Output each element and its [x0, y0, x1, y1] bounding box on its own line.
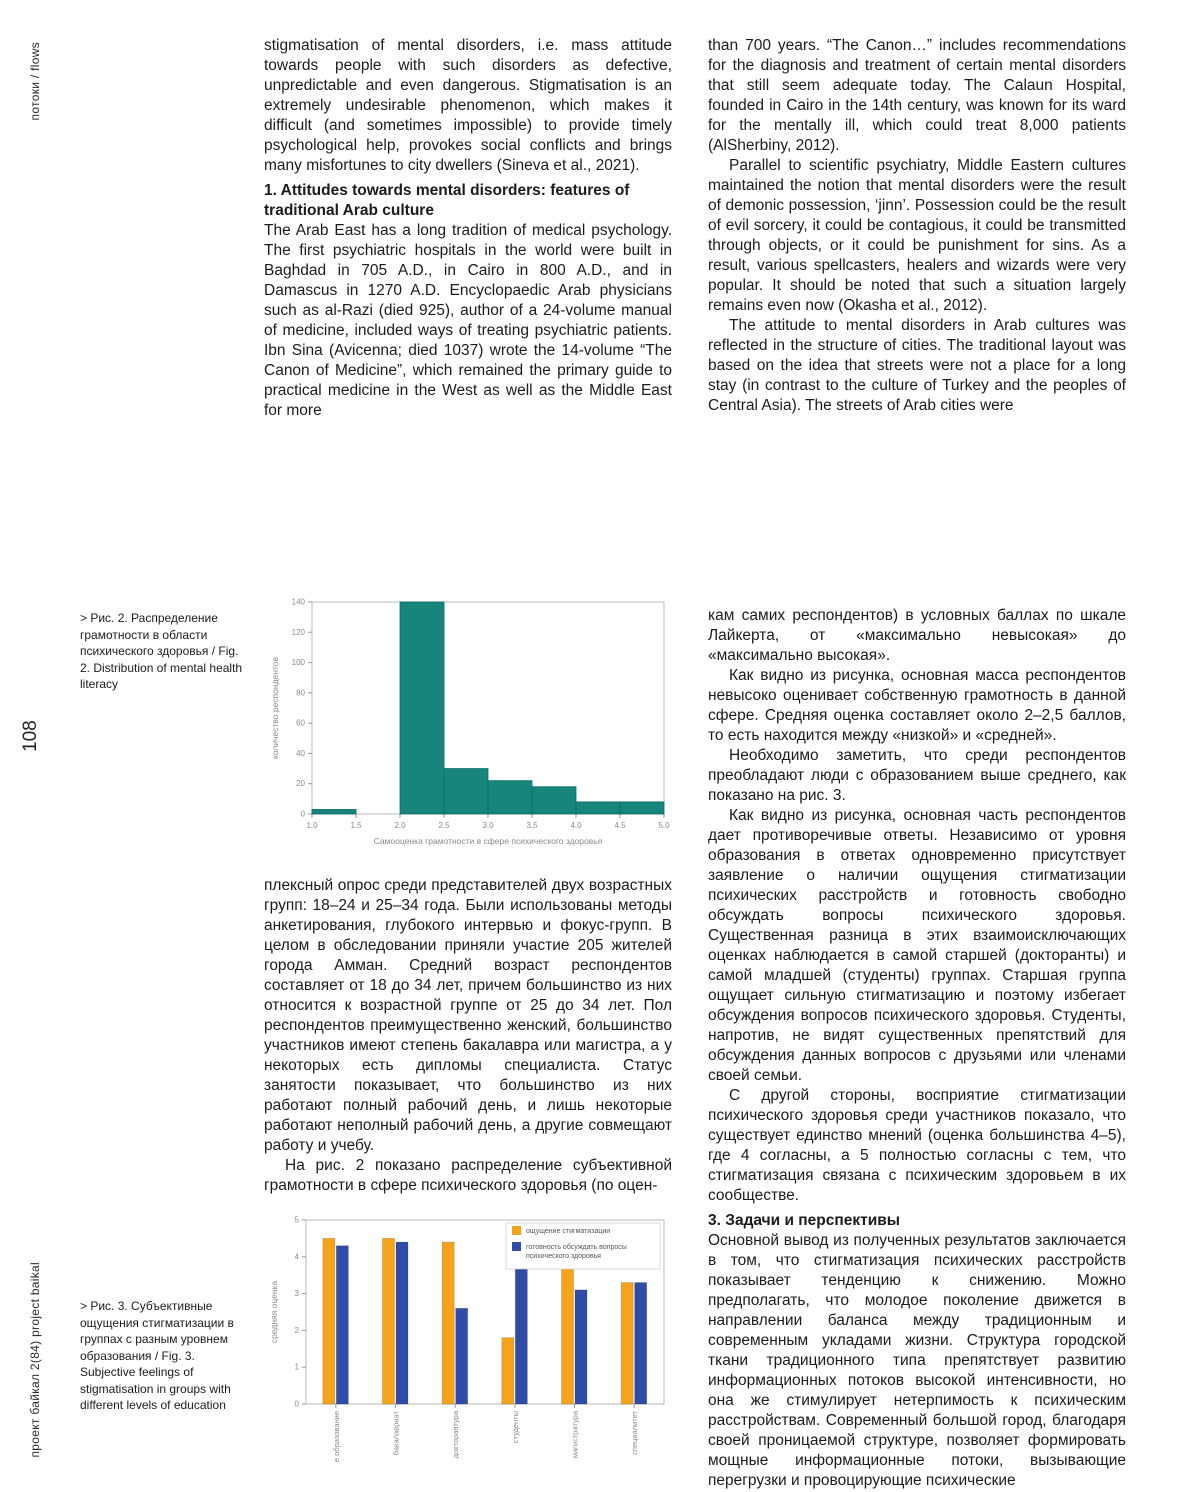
- svg-text:1: 1: [294, 1362, 299, 1372]
- svg-text:3.5: 3.5: [526, 821, 538, 830]
- margin-flows-label: потоки / flows: [28, 42, 42, 121]
- svg-text:0: 0: [294, 1399, 299, 1409]
- svg-text:студенты: студенты: [510, 1411, 520, 1444]
- svg-text:60: 60: [296, 718, 305, 728]
- paragraph: The attitude to mental disorders in Arab cultures was reflected in the structure of cities. The traditional layout was based on the idea that streets were not a place for a long stay (in contrast to the culture of Turkey and the peoples of Central Asia). The streets of Arab cities were: [708, 317, 1126, 414]
- left-column-middle: [264, 876, 672, 1196]
- svg-text:специалитет: специалитет: [630, 1411, 640, 1455]
- svg-text:100: 100: [291, 658, 305, 668]
- paragraph: Как видно из рисунка, основная часть респондентов дает противоречивые ответы. Независимо от уровня образования в ответах одновременно присутствует заявление о наличии ощущения стигматизации психических расстройств и готовность свободно обсуждать вопросы психического здоровья. Существенная разница в этих взаимоисключающих оценках наблюдается в самой старшей (докторанты) и самой младшей (студенты) группах. Старшая группа ощущает сильную стигматизацию и поэтому избегает обсуждения вопросов психического здоровья. Студенты, напротив, не видят существенных препятствий для обсуждения данных вопросов с друзьями или членами своей семьи.: [708, 807, 1126, 1084]
- svg-text:3.0: 3.0: [482, 821, 494, 830]
- svg-text:1.5: 1.5: [350, 821, 362, 830]
- section-heading: 3. Задачи и перспективы: [708, 1212, 901, 1229]
- paragraph: Необходимо заметить, что среди респондентов преобладают люди с образованием выше среднего, как показано на рис. 3.: [708, 747, 1126, 804]
- fig2-caption: > Рис. 2. Распределение грамотности в области психического здоровья / Fig. 2. Distribution of mental health literacy: [80, 611, 243, 691]
- svg-text:20: 20: [296, 779, 305, 789]
- fig2-chart: [266, 592, 672, 863]
- svg-text:4.0: 4.0: [570, 821, 582, 830]
- svg-text:готовность обсуждать вопросы: готовность обсуждать вопросы: [526, 1244, 627, 1251]
- svg-text:магистратура: магистратура: [570, 1411, 580, 1459]
- svg-text:80: 80: [296, 688, 305, 698]
- section-heading: 1. Attitudes towards mental disorders: features of traditional Arab culture: [264, 182, 630, 219]
- svg-text:3: 3: [294, 1289, 299, 1299]
- paragraph: than 700 years. “The Canon…” includes recommendations for the diagnosis and treatment of certain mental disorders that still seem adequate today. The Calaun Hospital, founded in Cairo in the 14th century, was known for its ward for the mentally ill, which could treat 8,000 patients (AlSherbiny, 2012).: [708, 37, 1126, 154]
- right-column-top: [708, 36, 1126, 416]
- svg-text:5: 5: [294, 1215, 299, 1225]
- svg-text:2: 2: [294, 1325, 299, 1335]
- paragraph: stigmatisation of mental disorders, i.e. mass attitude towards people with such disorders as defective, unpredictable and even dangerous. Stigmatisation is an extremely undesirable phenomenon, which makes it difficult (and sometimes impossible) to provide timely psychological help, provokes social conflicts and brings many misfortunes to city dwellers (Sineva et al., 2021).: [264, 37, 672, 174]
- right-column-middle: [708, 606, 1126, 1491]
- svg-text:40: 40: [296, 748, 305, 758]
- svg-text:Самооценка грамотности в сфере: Самооценка грамотности в сфере психического здоровья: [373, 836, 603, 846]
- paragraph: Parallel to scientific psychiatry, Middle Eastern cultures maintained the notion that mental disorders were the result of demonic possession, ‘jinn’. Possession could be the result of evil sorcery, it could be contagious, it could be transmitted through objects, or it could be punishment for sins. As a result, various spellcasters, healers and wizards were very popular. It should be noted that such a situation largely remains even now (Okasha et al., 2012).: [708, 157, 1126, 314]
- paragraph: Основной вывод из полученных результатов заключается в том, что стигматизация психических расстройств показывает тенденцию к снижению. Можно предполагать, что молодое поколение движется в направлении баланса между традиционным и современным укладами жизни. Структура городской ткани традиционного типа препятствует развитию информационных потоков высокой интенсивности, но она же стимулирует нетерпимость к психическим расстройствам. Современный большой город, благодаря своей проницаемой структуре, позволяет формировать мощные информационные потоки, вызывающие перегрузки и провоцирующие психические: [708, 1232, 1126, 1489]
- page-number: 108: [20, 720, 41, 752]
- svg-text:140: 140: [291, 597, 305, 607]
- svg-text:5.0: 5.0: [658, 821, 670, 830]
- svg-text:120: 120: [291, 627, 305, 637]
- svg-text:средняя оценка: средняя оценка: [269, 1280, 279, 1344]
- margin-journal-label: проект байкал 2(84) project baikal: [28, 1262, 42, 1458]
- svg-text:4: 4: [294, 1252, 299, 1262]
- svg-text:докторантура: докторантура: [451, 1411, 461, 1459]
- svg-text:количество респондентов: количество респондентов: [270, 656, 280, 760]
- svg-text:2.5: 2.5: [438, 821, 450, 830]
- fig3-chart: [266, 1206, 672, 1467]
- paragraph: На рис. 2 показано распределение субъективной грамотности в сфере психического здоровья (по оцен-: [264, 1157, 672, 1194]
- paragraph: Как видно из рисунка, основная масса респондентов невысоко оценивает собственную грамотность в данной сфере. Средняя оценка составляет около 2–2,5 баллов, то есть находится между «низкой» и «средней».: [708, 667, 1126, 744]
- paragraph: С другой стороны, восприятие стигматизации психического здоровья среди участников показало, что существует единство мнений (оценка большинства 4–5), где 4 согласны, а 5 полностью согласны с тем, что стигматизация связана с психическим здоровьем в их сообществе.: [708, 1087, 1126, 1204]
- left-column-top: [264, 36, 672, 421]
- paragraph: The Arab East has a long tradition of medical psychology. The first psychiatric hospitals in the world were built in Baghdad in 705 A.D., in Cairo in 800 A.D., and in Damascus in 1270 A.D. Encyclopaedic Arab physicians such as al-Razi (died 925), author of a 24-volume manual of medicine, included ways of treating psychiatric patients. Ibn Sina (Avicenna; died 1037) wrote the 14-volume “The Canon of Medicine”, which remained the primary guide to practical medicine in the West as well as the Middle East for more: [264, 222, 672, 419]
- svg-text:4.5: 4.5: [614, 821, 626, 830]
- paragraph: плексный опрос среди представителей двух возрастных групп: 18–24 и 25–34 года. Были использованы методы анкетирования, глубокого интервью и фокус-групп. В целом в обследовании приняли участие 205 жителей города Амман. Средний возраст респондентов составляет от 18 до 34 лет, причем большинство из них относится к возрастной группе от 25 до 34 лет. Пол респондентов преимущественно женский, большинство участников имеют степень бакалавра или магистра, а у некоторых есть дипломы специалиста. Статус занятости показывает, что большинство из них работают полный рабочий день, и лишь некоторые работают неполный рабочий день, а другие совмещают работу и учебу.: [264, 877, 672, 1154]
- svg-text:среднее образование: среднее образование: [331, 1411, 341, 1462]
- svg-text:1.0: 1.0: [306, 821, 318, 830]
- paragraph: кам самих респондентов) в условных баллах по шкале Лайкерта, от «максимально невысокая» до «максимально высокая».: [708, 607, 1126, 664]
- svg-text:бакалавриат: бакалавриат: [391, 1411, 401, 1456]
- svg-text:психического здоровья: психического здоровья: [526, 1253, 601, 1260]
- svg-text:2.0: 2.0: [394, 821, 406, 830]
- svg-text:0: 0: [300, 809, 305, 819]
- fig3-caption: > Рис. 3. Субъективные ощущения стигматизации в группах с разным уровнем образования / Fig. 3. Subjective feelings of stigmatisation in groups with different levels of education: [80, 1299, 234, 1412]
- svg-text:ощущение стигматизации: ощущение стигматизации: [526, 1228, 611, 1235]
